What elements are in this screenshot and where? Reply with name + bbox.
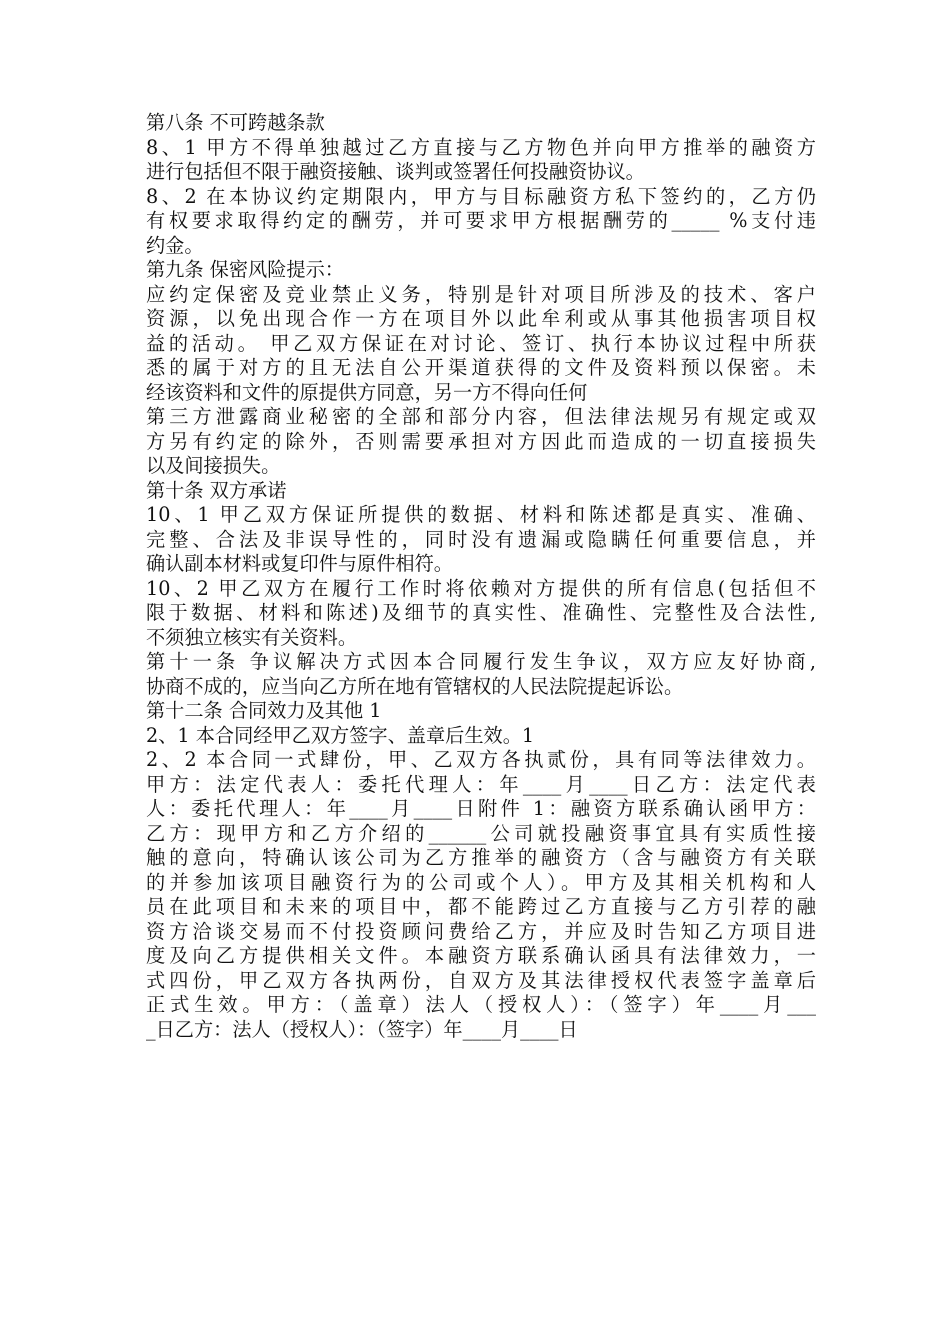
text-line: 益的活动。 甲乙双方保证在对讨论、签订、执行本协议过程中所获 <box>146 331 816 355</box>
appendix-line: 式四份，甲乙双方各执两份，自双方及其法律授权代表签字盖章后 <box>146 968 816 992</box>
appendix-line: 触的意向，特确认该公司为乙方推举的融资方（含与融资方有关联 <box>146 846 816 869</box>
article-8-heading: 第八条 不可跨越条款 <box>146 111 325 134</box>
text-line: 悉的属于对方的且无法自公开渠道获得的文件及资料预以保密。未 <box>146 356 816 379</box>
appendix-signature-line: 正式生效。甲方：（盖章）法人（授权人）：（签字）年____月___ <box>146 993 816 1016</box>
text-line: 确认副本材料或复印件与原件相符。 <box>146 552 453 575</box>
article-9-heading: 第九条 保密风险提示： <box>146 258 344 281</box>
appendix-signature-line: _日乙方：法人（授权人）：（签字）年____月____日 <box>146 1017 578 1041</box>
text-line: 经该资料和文件的原提供方同意，另一方不得向任何 <box>146 380 588 404</box>
appendix-line: 度及向乙方提供相关文件。本融资方联系确认函具有法律效力，一 <box>146 944 816 967</box>
text-line: 第三方泄露商业秘密的全部和部分内容，但法律法规另有规定或双 <box>146 405 816 428</box>
text-line: 2、2 本合同一式肆份，甲、乙双方各执贰份，具有同等法律效力。 <box>146 748 816 771</box>
signature-line: 人：委托代理人：年____月____日附件 1：融资方联系确认函甲方： <box>146 797 816 820</box>
text-line: 进行包括但不限于融资接触、谈判或签署任何投融资协议。 <box>146 160 645 183</box>
text-line: 2、1 本合同经甲乙双方签字、盖章后生效。1 <box>146 723 535 747</box>
text-line: 不须独立核实有关资料。 <box>146 625 358 649</box>
text-line: 完整、合法及非误导性的，同时没有遗漏或隐瞒任何重要信息，并 <box>146 527 816 551</box>
article-10-heading: 第十条 双方承诺 <box>146 478 287 502</box>
text-line: 约金。 <box>146 233 204 257</box>
appendix-line: 员在此项目和未来的项目中，都不能跨过乙方直接与乙方引荐的融 <box>146 895 816 918</box>
text-line: 以及间接损失。 <box>146 454 281 477</box>
document-body <box>146 111 816 1042</box>
text-line: 应约定保密及竞业禁止义务，特别是针对项目所涉及的技术、客户 <box>146 282 816 306</box>
text-line: 8、2 在本协议约定期限内，甲方与目标融资方私下签约的，乙方仍 <box>146 184 816 208</box>
text-line: 资源，以免出现合作一方在项目外以此牟利或从事其他损害项目权 <box>146 307 816 330</box>
text-line: 协商不成的，应当向乙方所在地有管辖权的人民法院提起诉讼。 <box>146 674 684 698</box>
text-line: 方另有约定的除外，否则需要承担对方因此而造成的一切直接损失 <box>146 429 816 453</box>
text-line: 8、1 甲方不得单独越过乙方直接与乙方物色并向甲方推举的融资方 <box>146 135 816 159</box>
text-line: 限于数据、材料和陈述)及细节的真实性、准确性、完整性及合法性, <box>146 601 816 624</box>
text-line: 10、2 甲乙双方在履行工作时将依赖对方提供的所有信息(包括但不 <box>146 576 816 600</box>
appendix-line: 乙方：现甲方和乙方介绍的______公司就投融资事宜具有实质性接 <box>146 821 816 845</box>
article-11-heading: 第十一条 争议解决方式因本合同履行发生争议，双方应友好协商, <box>146 650 816 673</box>
text-line: 10、1 甲乙双方保证所提供的数据、材料和陈述都是真实、准确、 <box>146 503 816 526</box>
appendix-line: 资方洽谈交易而不付投资顾问费给乙方，并应及时告知乙方项目进 <box>146 919 816 943</box>
appendix-line: 的并参加该项目融资行为的公司或个人）。甲方及其相关机构和人 <box>146 870 816 894</box>
text-line: 有权要求取得约定的酬劳，并可要求甲方根据酬劳的_____ %支付违 <box>146 209 816 232</box>
article-12-heading: 第十二条 合同效力及其他 1 <box>146 699 382 722</box>
signature-line: 甲方：法定代表人：委托代理人：年____月____日乙方：法定代表 <box>146 772 816 796</box>
